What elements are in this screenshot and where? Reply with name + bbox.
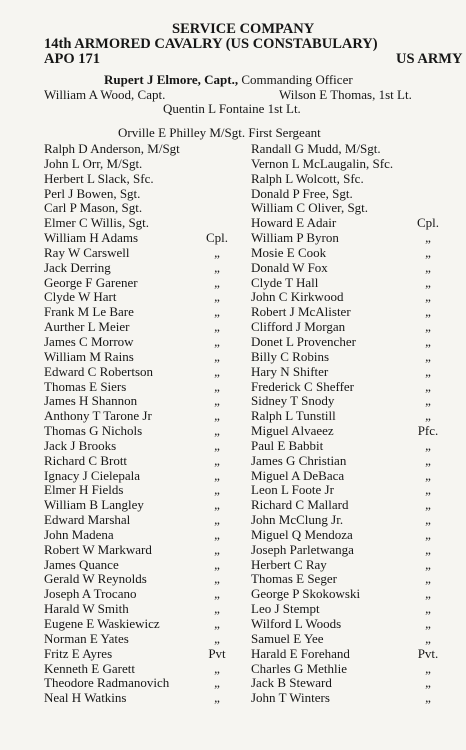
roster-rank-right: „ [425,289,431,305]
roster-name-right: Miguel Alvaeez [251,423,334,439]
roster-name-right: William P Byron [251,230,339,246]
roster-row [0,543,466,558]
roster-name-right: Donet L Provencher [251,333,356,349]
roster-row [0,394,466,409]
roster-rank-right: „ [425,512,431,528]
roster-row [0,439,466,454]
roster-rank-right: Pfc. [417,423,439,439]
roster-name-left: Richard C Brott [44,452,128,468]
roster-row [0,157,466,172]
roster-rank-right: „ [425,690,431,706]
roster-name-left: Thomas G Nichols [44,423,143,439]
first-sergeant: Orville E Philley M/Sgt. First Sergeant [118,125,321,140]
roster-name-right: Clyde T Hall [251,274,319,290]
roster-name-left: Eugene E Waskiewicz [44,616,160,631]
roster-rank-right: Pvt. [417,645,439,661]
roster-rank-left: Pvt [208,645,226,661]
roster-name-left: Fritz E Ayres [44,645,113,661]
roster-name-left: Neal H Watkins [44,690,127,706]
roster-list [0,142,466,706]
roster-name-left: John Madena [44,526,114,542]
roster-row [0,335,466,350]
roster-name-left: Edward C Robertson [44,363,154,379]
roster-rank-left: „ [214,497,220,513]
roster-rank-right: „ [425,467,431,483]
roster-rank-right: „ [425,348,431,364]
roster-rank-right: „ [425,526,431,542]
roster-rank-right: „ [425,482,431,498]
roster-name-left: Perl J Bowen, Sgt. [44,185,141,201]
roster-rank-left: „ [214,348,220,364]
roster-name-right: Miguel A DeBaca [251,467,345,483]
roster-rank-left: „ [214,526,220,542]
officer-right: Wilson E Thomas, 1st Lt. [279,87,412,102]
roster-rank-left: „ [214,378,220,394]
roster-rank-left: „ [214,630,220,646]
roster-name-left: Elmer H Fields [44,482,124,498]
roster-row [0,172,466,187]
roster-rank-left: „ [214,393,220,409]
roster-row [0,350,466,365]
roster-name-left: James Quance [44,556,119,572]
roster-rank-right: „ [425,571,431,587]
roster-row [0,201,466,216]
roster-name-right: Howard E Adair [251,215,337,231]
roster-name-right: Herbert C Ray [251,556,327,572]
roster-rank-left: Cpl. [205,230,229,246]
roster-name-right: John C Kirkwood [251,289,344,305]
roster-row [0,380,466,395]
roster-rank-left: „ [214,616,220,631]
roster-rank-right: „ [425,675,431,691]
roster-name-right: John McClung Jr. [251,512,344,528]
roster-rank-right: „ [425,556,431,572]
roster-rank-left: „ [214,690,220,706]
roster-name-right: Billy C Robins [251,348,330,364]
roster-rank-right: „ [425,541,431,557]
roster-rank-right: „ [425,259,431,275]
roster-name-left: James H Shannon [44,393,138,409]
commander-title: Commanding Officer [241,72,353,87]
roster-name-left: Thomas E Siers [44,378,127,394]
army-label: US ARMY [396,51,463,67]
roster-rank-left: „ [214,675,220,691]
roster-name-left: Gerald W Reynolds [44,571,147,587]
roster-rank-left: „ [214,259,220,275]
roster-name-left: George F Garener [44,274,138,290]
roster-name-right: Mosie E Cook [251,244,327,260]
roster-row [0,572,466,587]
roster-name-right: Donald P Free, Sgt. [251,185,353,201]
roster-name-left: Aurther L Meier [44,319,130,335]
roster-row [0,691,466,706]
roster-name-right: Ralph L Tunstill [251,408,336,424]
roster-name-left: Elmer C Willis, Sgt. [44,215,150,231]
roster-name-right: James G Christian [251,452,347,468]
roster-row [0,676,466,691]
roster-rank-left: „ [214,319,220,335]
roster-name-right: Harald E Forehand [251,645,350,661]
officer-center: Quentin L Fontaine 1st Lt. [163,101,301,116]
commanding-officer-line [104,73,353,87]
roster-name-right: Richard C Mallard [251,497,349,513]
roster-name-right: Sidney T Snody [251,393,335,409]
roster-row [0,261,466,276]
roster-rank-right: „ [425,586,431,602]
roster-rank-left: „ [214,467,220,483]
roster-row [0,409,466,424]
roster-name-right: Samuel E Yee [251,630,324,646]
roster-rank-right: „ [425,319,431,335]
roster-rank-right: „ [425,393,431,409]
roster-name-left: Edward Marshal [44,512,131,528]
roster-row [0,617,466,632]
roster-row [0,231,466,246]
roster-row [0,498,466,513]
roster-rank-right: „ [425,601,431,617]
roster-name-left: William M Rains [44,348,134,364]
roster-name-left: Robert W Markward [44,541,152,557]
roster-name-right: Jack B Steward [251,675,332,691]
roster-rank-right: „ [425,616,431,631]
roster-name-right: Clifford J Morgan [251,319,346,335]
roster-rank-right: „ [425,304,431,320]
roster-name-right: Joseph Parletwanga [251,541,354,557]
roster-row [0,276,466,291]
roster-name-right: Ralph L Wolcott, Sfc. [251,170,364,186]
roster-rank-right: „ [425,408,431,424]
roster-rank-left: „ [214,408,220,424]
roster-row [0,454,466,469]
roster-rank-right: „ [425,437,431,453]
roster-rank-left: „ [214,244,220,260]
roster-rank-right: „ [425,363,431,379]
roster-rank-left: „ [214,601,220,617]
roster-row [0,528,466,543]
roster-row [0,587,466,602]
roster-name-left: Joseph A Trocano [44,586,137,602]
roster-row [0,558,466,573]
roster-name-right: Robert J McAlister [251,304,351,320]
roster-rank-right: „ [425,230,431,246]
roster-rank-left: „ [214,482,220,498]
roster-name-right: Vernon L McLaugalin, Sfc. [251,155,394,171]
roster-name-left: Jack J Brooks [44,437,117,453]
roster-row [0,632,466,647]
roster-name-left: Herbert L Slack, Sfc. [44,170,154,186]
roster-rank-left: „ [214,556,220,572]
roster-name-left: Kenneth E Garett [44,660,135,676]
roster-row [0,424,466,439]
roster-name-right: Paul E Babbit [251,437,324,453]
roster-rank-right: „ [425,660,431,676]
roster-name-left: Ray W Carswell [44,244,130,260]
commander-name: Rupert J Elmore, Capt., [104,72,239,87]
roster-row [0,290,466,305]
roster-name-right: Frederick C Sheffer [251,378,355,394]
roster-row [0,142,466,157]
roster-name-right: Charles G Methlie [251,660,348,676]
roster-name-right: Thomas E Seger [251,571,337,587]
officer-left: William A Wood, Capt. [44,87,166,102]
roster-name-left: Jack Derring [44,259,111,275]
roster-name-right: Leo J Stempt [251,601,320,617]
roster-name-right: Donald W Fox [251,259,328,275]
roster-row [0,365,466,380]
roster-name-left: Ignacy J Cielepala [44,467,141,483]
unit-title: 14th ARMORED CAVALRY (US CONSTABULARY) [44,36,378,52]
roster-rank-left: „ [214,660,220,676]
roster-rank-left: „ [214,274,220,290]
roster-name-left: William H Adams [44,230,139,246]
roster-rank-right: Cpl. [416,215,440,231]
roster-row [0,602,466,617]
roster-rank-left: „ [214,541,220,557]
roster-name-right: Wilford L Woods [251,616,342,631]
roster-rank-left: „ [214,437,220,453]
roster-rank-left: „ [214,333,220,349]
roster-rank-right: „ [425,630,431,646]
roster-name-left: Harald W Smith [44,601,129,617]
roster-rank-left: „ [214,304,220,320]
roster-rank-right: „ [425,244,431,260]
roster-rank-right: „ [425,378,431,394]
roster-name-left: John L Orr, M/Sgt. [44,155,143,171]
roster-name-right: John T Winters [251,690,330,706]
roster-row [0,187,466,202]
roster-rank-left: „ [214,363,220,379]
roster-rank-left: „ [214,423,220,439]
roster-rank-right: „ [425,274,431,290]
roster-name-left: Ralph D Anderson, M/Sgt [44,141,180,156]
roster-name-left: Carl P Mason, Sgt. [44,200,143,216]
company-title: SERVICE COMPANY [172,21,315,37]
roster-name-left: Theodore Radmanovich [44,675,170,691]
roster-rank-left: „ [214,512,220,528]
roster-name-left: James C Morrow [44,333,134,349]
roster-row [0,647,466,662]
roster-row [0,469,466,484]
roster-name-right: Hary N Shifter [251,363,329,379]
roster-row [0,483,466,498]
roster-rank-left: „ [214,452,220,468]
roster-name-left: William B Langley [44,497,144,513]
roster-name-right: George P Skokowski [251,586,361,602]
roster-row [0,320,466,335]
apo-label: APO 171 [44,51,100,67]
roster-name-right: Miguel Q Mendoza [251,526,353,542]
roster-name-right: Leon L Foote Jr [251,482,334,498]
roster-name-right: William C Oliver, Sgt. [251,200,369,216]
roster-rank-left: „ [214,571,220,587]
roster-row [0,513,466,528]
roster-row [0,246,466,261]
roster-name-left: Norman E Yates [44,630,129,646]
roster-name-left: Clyde W Hart [44,289,117,305]
roster-row [0,216,466,231]
roster-rank-right: „ [425,333,431,349]
roster-rank-left: „ [214,289,220,305]
roster-row [0,662,466,677]
roster-rank-right: „ [425,452,431,468]
roster-name-right: Randall G Mudd, M/Sgt. [251,141,381,156]
roster-row [0,305,466,320]
roster-name-left: Anthony T Tarone Jr [44,408,152,424]
roster-rank-right: „ [425,497,431,513]
roster-rank-left: „ [214,586,220,602]
roster-name-left: Frank M Le Bare [44,304,134,320]
